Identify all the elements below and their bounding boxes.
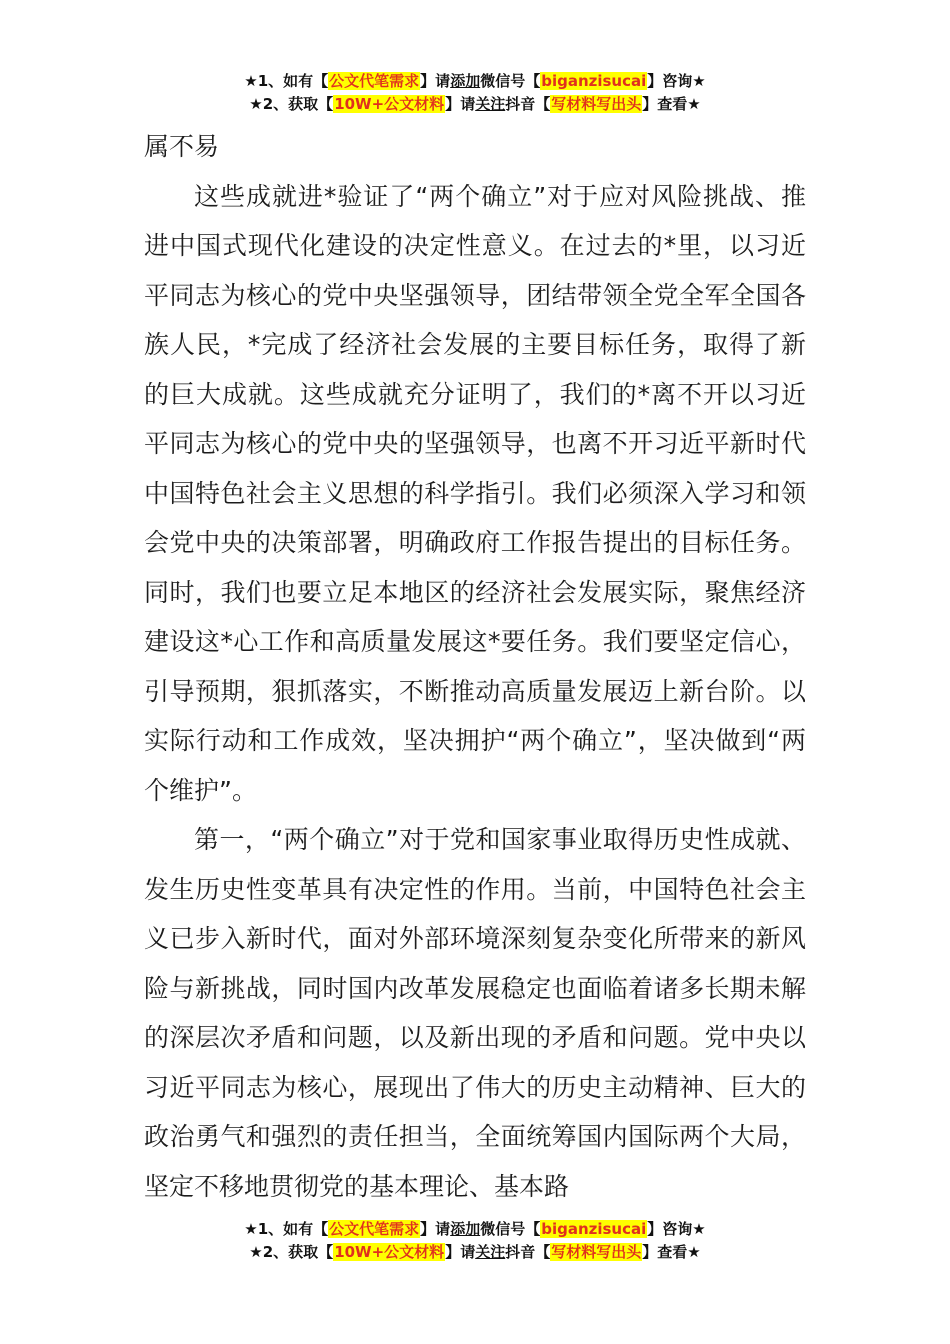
banner-text: 】查看★	[642, 1243, 701, 1261]
banner-text: 】请	[445, 1243, 476, 1261]
banner-line-2	[0, 1241, 950, 1264]
banner-wechat-id: biganzisucai	[541, 1220, 647, 1238]
footer-banner	[0, 1218, 950, 1264]
banner-text: ★1、如有【	[244, 1220, 329, 1238]
banner-highlight: 10W+公文材料	[334, 95, 445, 113]
banner-text: 微信号【	[480, 72, 541, 90]
banner-text: 】请	[445, 95, 476, 113]
banner-text: 】请	[420, 1220, 451, 1238]
banner-text: 】查看★	[642, 95, 701, 113]
banner-text: ★2、获取【	[249, 1243, 334, 1261]
banner-highlight: 10W+公文材料	[334, 1243, 445, 1261]
banner-underlined: 关注	[475, 95, 506, 113]
banner-text: ★2、获取【	[249, 95, 334, 113]
banner-line-2	[0, 93, 950, 116]
banner-text: 抖音【	[505, 1243, 551, 1261]
banner-underlined: 关注	[475, 1243, 506, 1261]
paragraph-fragment: 属不易	[144, 132, 220, 161]
banner-highlight: 公文代笔需求	[329, 72, 420, 90]
banner-text: 】咨询★	[647, 72, 706, 90]
banner-text: 】咨询★	[647, 1220, 706, 1238]
banner-douyin-id: 写材料写出头	[551, 95, 642, 113]
banner-underlined: 添加	[450, 1220, 481, 1238]
banner-highlight: 公文代笔需求	[329, 1220, 420, 1238]
banner-wechat-id: biganzisucai	[541, 72, 647, 90]
document-body	[144, 122, 806, 1211]
banner-line-1	[0, 70, 950, 93]
banner-text: ★1、如有【	[244, 72, 329, 90]
banner-text: 】请	[420, 72, 451, 90]
paragraph: 第一，“两个确立”对于党和国家事业取得历史性成就、发生历史性变革具有决定性的作用。当前，中国特色社会主义已步入新时代，面对外部环境深刻复杂变化所带来的新风险与新挑战，同时国内改革发展稳定也面临着诸多长期未解的深层次矛盾和问题，以及新出现的矛盾和问题。党中央以习近平同志为核心，展现出了伟大的历史主动精神、巨大的政治勇气和强烈的责任担当，全面统筹国内国际两个大局，坚定不移地贯彻党的基本理论、基本路	[144, 825, 806, 1201]
header-banner	[0, 70, 950, 116]
banner-text: 微信号【	[480, 1220, 541, 1238]
banner-line-1	[0, 1218, 950, 1241]
banner-text: 抖音【	[505, 95, 551, 113]
banner-douyin-id: 写材料写出头	[551, 1243, 642, 1261]
banner-underlined: 添加	[450, 72, 481, 90]
paragraph: 这些成就进*验证了“两个确立”对于应对风险挑战、推进中国式现代化建设的决定性意义。在过去的*里，以习近平同志为核心的党中央坚强领导，团结带领全党全军全国各族人民，*完成了经济社会发展的主要目标任务，取得了新的巨大成就。这些成就充分证明了，我们的*离不开以习近平同志为核心的党中央的坚强领导，也离不开习近平新时代中国特色社会主义思想的科学指引。我们必须深入学习和领会党中央的决策部署，明确政府工作报告提出的目标任务。同时，我们也要立足本地区的经济社会发展实际，聚焦经济建设这*心工作和高质量发展这*要任务。我们要坚定信心，引导预期，狠抓落实，不断推动高质量发展迈上新台阶。以实际行动和工作成效，坚决拥护“两个确立”，坚决做到“两个维护”。	[144, 181, 806, 805]
